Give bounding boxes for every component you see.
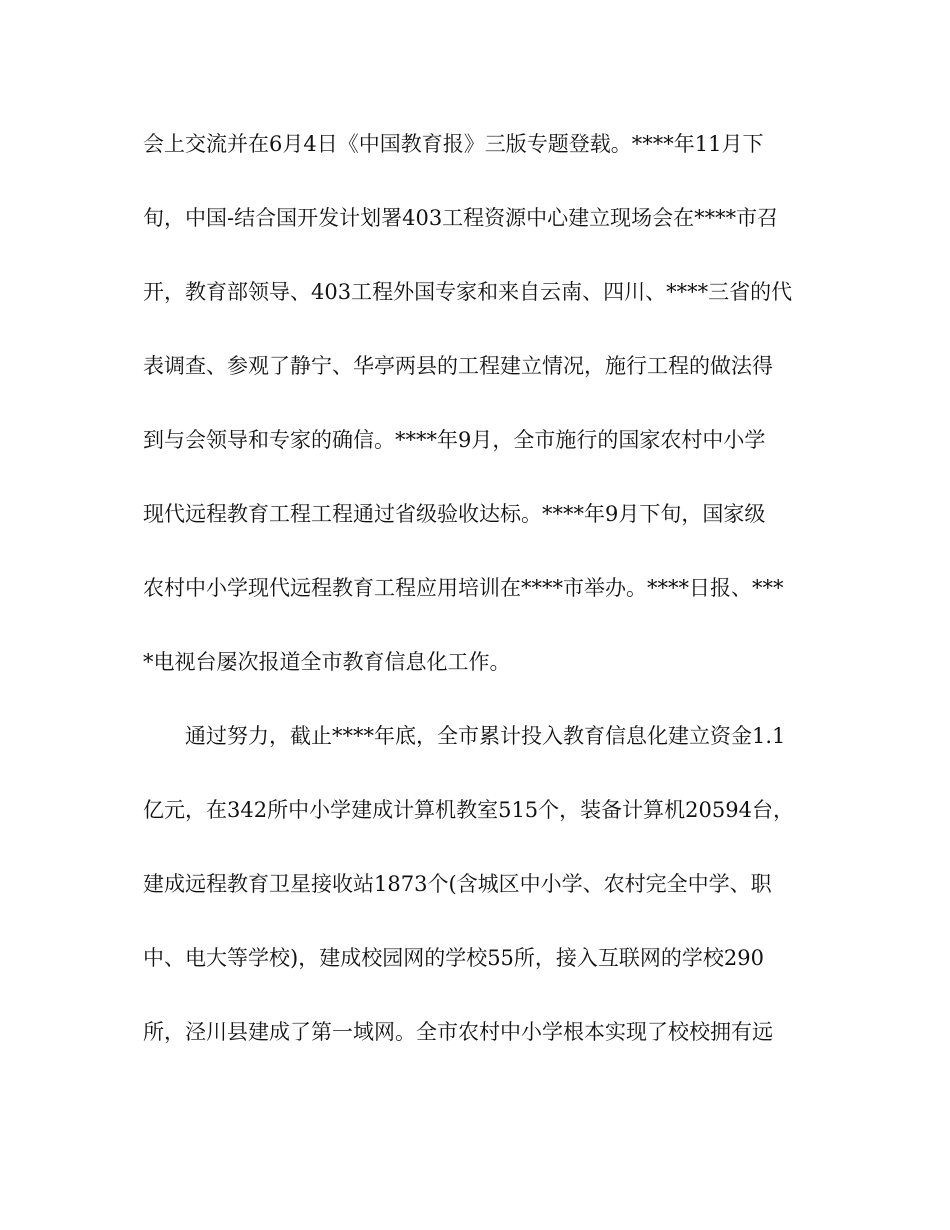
text-line: 现代远程教育工程工程通过省级验收达标。****年9月下旬，国家级 <box>143 502 766 526</box>
text-line: 到与会领导和专家的确信。****年9月，全市施行的国家农村中小学 <box>143 428 766 452</box>
text-line: 亿元，在342所中小学建成计算机教室515个，装备计算机20594台， <box>143 798 794 822</box>
body-text <box>143 124 811 1086</box>
text-line: 建成远程教育卫星接收站1873个(含城区中小学、农村完全中学、职 <box>143 872 772 896</box>
text-line: 通过努力，截止****年底，全市累计投入教育信息化建立资金1.1 <box>143 724 786 748</box>
text-line: 会上交流并在6月4日《中国教育报》三版专题登载。****年11月下 <box>143 132 764 156</box>
text-line: 中、电大等学校)，建成校园网的学校55所，接入互联网的学校290 <box>143 946 764 970</box>
text-line: 表调查、参观了静宁、华亭两县的工程建立情况，施行工程的做法得 <box>143 354 773 378</box>
text-line: 旬，中国-结合国开发计划署403工程资源中心建立现场会在****市召 <box>143 206 779 230</box>
text-line: 所，泾川县建成了第一域网。全市农村中小学根本实现了校校拥有远 <box>143 1020 773 1044</box>
text-line: *电视台屡次报道全市教育信息化工作。 <box>143 650 511 674</box>
text-line: 农村中小学现代远程教育工程应用培训在****市举办。****日报、*** <box>143 576 784 600</box>
text-line: 开，教育部领导、403工程外国专家和来自云南、四川、****三省的代 <box>143 280 793 304</box>
